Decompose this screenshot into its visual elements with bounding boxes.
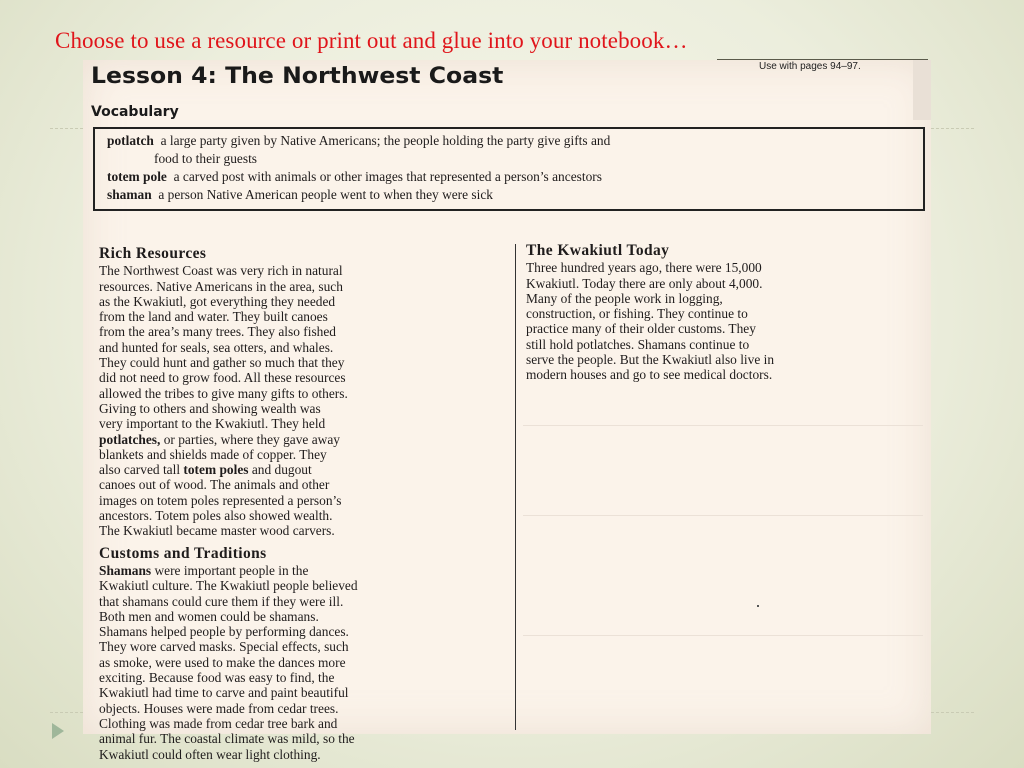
text-line — [99, 462, 509, 477]
bleed-through-line — [523, 425, 923, 426]
text-line: Three hundred years ago, there were 15,000 — [526, 260, 762, 276]
text-fragment: were important people in the — [151, 562, 309, 578]
vocab-definition: a person Native American people went to when they were sick — [158, 187, 494, 202]
text-line: still hold potlatches. Shamans continue to — [526, 336, 750, 352]
term-shamans: Shamans — [99, 562, 152, 578]
vocab-term: totem pole — [107, 169, 167, 184]
text-line: Clothing was made from cedar tree bark and — [99, 715, 338, 731]
text-line: Kwakiutl. Today there are only about 4,000. — [526, 275, 763, 291]
term-totem-poles: totem poles — [183, 462, 249, 478]
vocab-entry — [107, 132, 911, 150]
page-reference: Use with pages 94–97. — [759, 61, 861, 72]
text-fragment: also carved tall — [99, 462, 184, 478]
text-line: allowed the tribes to give many gifts to others. — [99, 385, 348, 401]
text-line: modern houses and go to see medical doctors. — [526, 367, 773, 383]
text-line: blankets and shields made of copper. They — [99, 446, 327, 462]
vocab-definition: a large party given by Native Americans; the people holding the party give gifts and — [160, 133, 611, 148]
text-line: The Northwest Coast was very rich in natural — [99, 263, 343, 279]
text-line: They could hunt and gather so much that they — [99, 355, 345, 371]
vocab-entry — [107, 168, 911, 186]
text-line: images on totem poles represented a person’s — [99, 492, 342, 508]
column-divider — [515, 244, 516, 730]
scan-speck — [757, 605, 759, 607]
bleed-through-strip — [913, 60, 931, 120]
text-line: resources. Native Americans in the area, such — [99, 278, 343, 294]
term-potlatches: potlatches, — [99, 431, 161, 447]
vocab-definition-continued: food to their guests — [154, 151, 258, 166]
right-column — [526, 243, 936, 383]
text-line: serve the people. But the Kwakiutl also live in — [526, 352, 775, 368]
text-line: as smoke, were used to make the dances more — [99, 654, 346, 670]
text-line: from the area’s many trees. They also fished — [99, 324, 336, 340]
text-line: very important to the Kwakiutl. They held — [99, 416, 326, 432]
text-line — [99, 563, 509, 578]
text-line: canoes out of wood. The animals and other — [99, 477, 330, 493]
text-line: They wore carved masks. Special effects, such — [99, 639, 349, 655]
text-line: Many of the people work in logging, — [526, 290, 723, 306]
text-fragment: or parties, where they gave away — [160, 431, 340, 447]
text-line: exciting. Because food was easy to find, the — [99, 670, 335, 686]
vocabulary-box — [93, 127, 925, 211]
lesson-title: Lesson 4: The Northwest Coast — [91, 64, 504, 89]
text-line: and hunted for seals, sea otters, and whales. — [99, 339, 334, 355]
text-line: from the land and water. They built canoes — [99, 309, 328, 325]
text-line: animal fur. The coastal climate was mild, so the — [99, 731, 355, 747]
section-heading-customs: Customs and Traditions — [99, 544, 267, 562]
text-line: ancestors. Totem poles also showed wealth. — [99, 508, 333, 524]
vocab-entry — [107, 186, 911, 204]
text-line: Kwakiutl could often wear light clothing. — [99, 746, 321, 762]
vocabulary-heading: Vocabulary — [91, 104, 179, 120]
text-line: practice many of their older customs. They — [526, 321, 756, 337]
arrow-icon — [52, 723, 64, 739]
worksheet-scan — [83, 60, 931, 762]
vocab-term: shaman — [107, 187, 152, 202]
text-line — [99, 432, 509, 447]
text-line: that shamans could cure them if they were ill. — [99, 593, 344, 609]
vocab-definition: a carved post with animals or other images that represented a person’s ancestors — [173, 169, 602, 184]
text-line: Giving to others and showing wealth was — [99, 400, 321, 416]
section-heading-kwakiutl-today: The Kwakiutl Today — [526, 242, 670, 259]
text-line: The Kwakiutl became master wood carvers. — [99, 523, 335, 539]
text-line: as the Kwakiutl, got everything they needed — [99, 293, 336, 309]
text-line: objects. Houses were made from cedar trees. — [99, 700, 339, 716]
text-line: construction, or fishing. They continue to — [526, 306, 748, 322]
text-fragment: and dugout — [248, 462, 312, 478]
bleed-through-line — [523, 635, 923, 636]
slide-title: Choose to use a resource or print out and glue into your notebook… — [55, 28, 688, 53]
left-column — [99, 246, 509, 762]
text-line: Kwakiutl had time to carve and paint beautiful — [99, 685, 349, 701]
section-heading-rich-resources: Rich Resources — [99, 245, 207, 262]
vocab-term: potlatch — [107, 133, 154, 148]
bleed-through-line — [523, 515, 923, 516]
text-line: Shamans helped people by performing dances. — [99, 624, 349, 640]
text-line: did not need to grow food. All these resources — [99, 370, 346, 386]
text-line: Kwakiutl culture. The Kwakiutl people believed — [99, 578, 358, 594]
text-line: Both men and women could be shamans. — [99, 608, 319, 624]
